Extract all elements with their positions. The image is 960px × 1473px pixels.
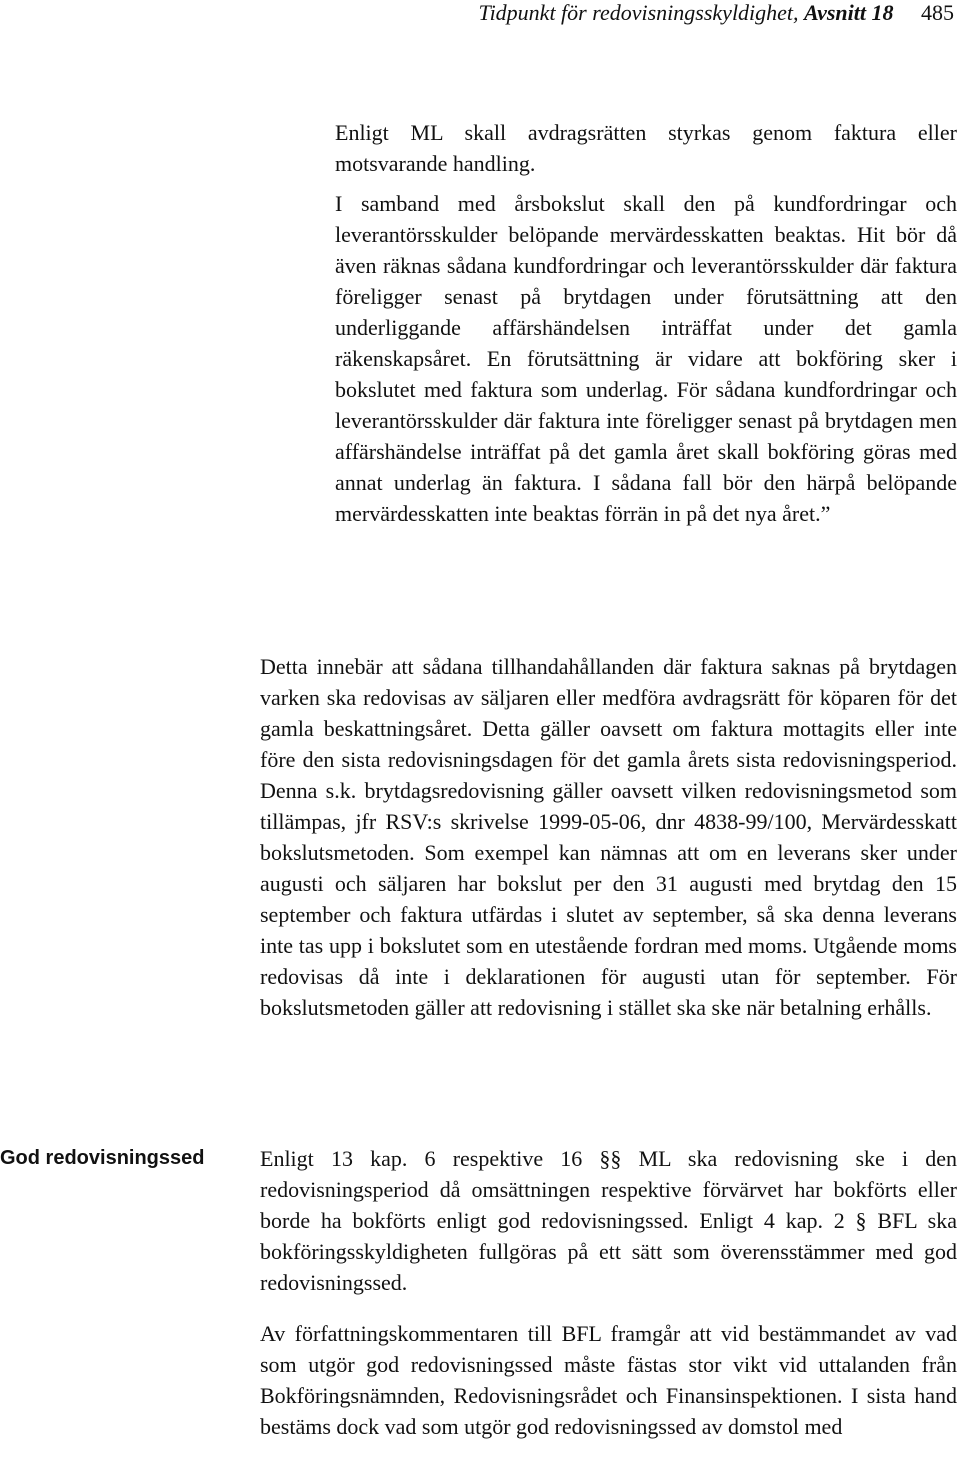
body-paragraph-2-block — [260, 1143, 957, 1298]
body-paragraph-3-block — [260, 1318, 957, 1442]
body-paragraph-1-block — [260, 651, 957, 1023]
page-number: 485 — [921, 0, 954, 25]
header-section: Avsnitt 18 — [804, 0, 894, 25]
header-title: Tidpunkt för redovisningsskyldighet, — [478, 0, 799, 25]
side-heading: God redovisningssed — [0, 1147, 205, 1169]
quote-paragraph-1: Enligt ML skall avdragsrätten styrkas genom faktura eller motsvarande handling. — [335, 120, 957, 176]
body-paragraph-3: Av författningskommentaren till BFL framgår att vid bestämmandet av vad som utgör god redovisningssed måste fästas stor vikt vid uttalanden från Bokföringsnämnden, Redovisningsrådet och Finansinspektionen. I sista hand bestäms dock vad som utgör god redovisningssed av domstol med — [260, 1321, 957, 1439]
running-header — [479, 0, 954, 26]
body-paragraph-1: Detta innebär att sådana tillhandahållanden där faktura saknas på brytdagen varken ska redovisas av säljaren eller medföra avdragsrätt för köparen för det gamla beskattningsåret. Detta gäller oavsett om faktura mottagits eller inte före den sista redovisningsdagen för det gamla årets sista redovisningsperiod. Denna s.k. brytdagsredovisning gäller oavsett vilken redovisningsmetod som tillämpas, jfr RSV:s skrivelse 1999-05-06, dnr 4838-99/100, Mervärdesskatt bokslutsmetoden. Som exempel kan nämnas att om en leverans sker under augusti och säljaren har bokslut per den 31 augusti med brytdag den 15 september och faktura utfärdas i slutet av september, så ska denna leverans inte tas upp i bokslutet som en utestående fordran med moms. Utgående moms redovisas då inte i deklarationen för augusti utan för september. För bokslutsmetoden gäller att redovisning i stället ska ske när betalning erhålls. — [260, 654, 957, 1020]
quote-paragraph-2: I samband med årsbokslut skall den på kundfordringar och leverantörsskulder belöpande mervärdesskatten beaktas. Hit bör då även räknas sådana kundfordringar och leverantörsskulder där faktura föreligger senast på brytdagen under förutsättning att den underliggande affärshändelsen inträffat under det gamla räkenskapsåret. En förutsättning är vidare att bokföring sker i bokslutet med faktura som underlag. För sådana kundfordringar och leverantörsskulder där faktura inte föreligger senast på brytdagen men affärshändelse inträffat på det gamla året skall bokföring göras med annat underlag än faktura. I sådana fall bör den härpå belöpande mervärdesskatten inte beaktas förrän in på det nya året.” — [335, 191, 957, 526]
quoted-guidance — [335, 117, 957, 529]
body-paragraph-2: Enligt 13 kap. 6 respektive 16 §§ ML ska redovisning ske i den redovisningsperiod då omsättningen respektive förvärvet har bokförts eller borde ha bokförts enligt god redovisningssed. Enligt 4 kap. 2 § BFL ska bokföringsskyldigheten fullgöras på ett sätt som överensstämmer med god redovisningssed. — [260, 1146, 957, 1295]
